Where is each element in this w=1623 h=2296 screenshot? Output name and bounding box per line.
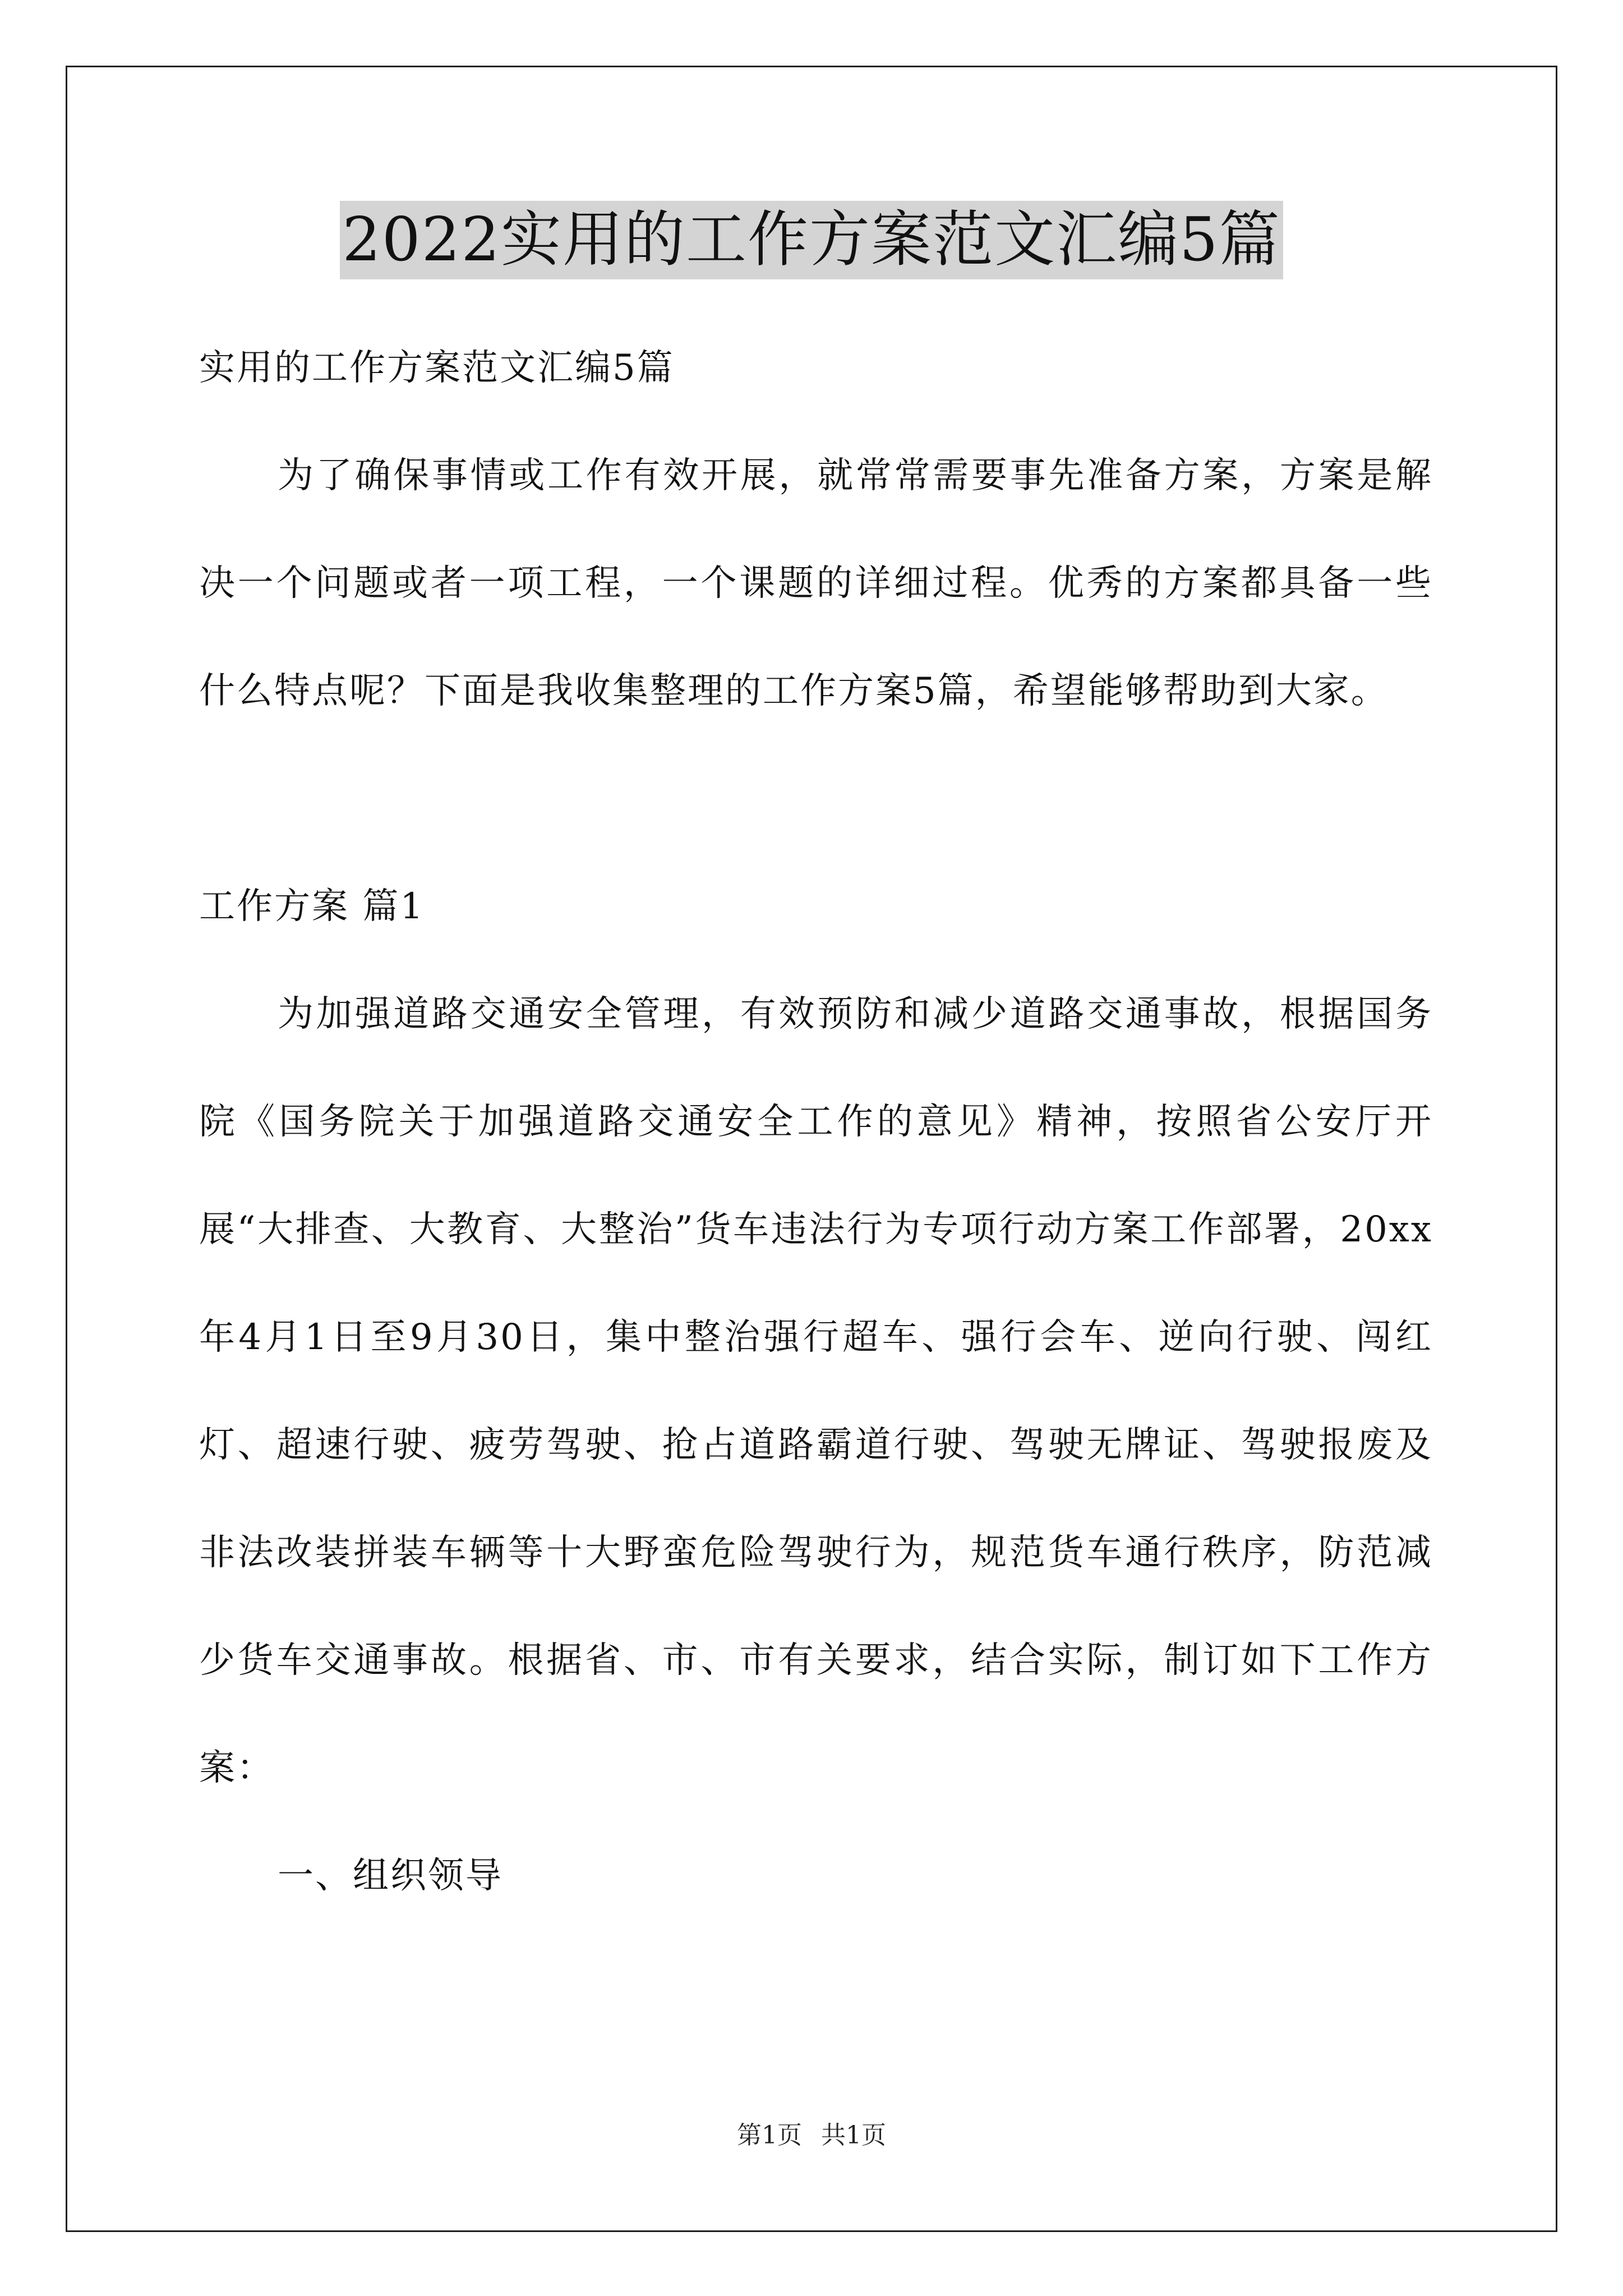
document-title: 2022实用的工作方案范文汇编5篇 [340, 201, 1283, 279]
page-total: 共1页 [821, 2121, 886, 2150]
intro-paragraph: 为了确保事情或工作有效开展，就常常需要事先准备方案，方案是解决一个问题或者一项工程，一个课题的详细过程。优秀的方案都具备一些什么特点呢？下面是我收集整理的工作方案5篇，希望能够帮助到大家。 [199, 455, 1433, 712]
subsection-heading: 一、组织领导 [278, 1855, 503, 1897]
page-footer [0, 2115, 1623, 2151]
title-container [0, 201, 1623, 279]
paragraph-spacer [199, 745, 1433, 853]
page-number: 第1页 [737, 2121, 802, 2150]
subtitle-line: 实用的工作方案范文汇编5篇 [199, 347, 675, 389]
section-paragraph: 为加强道路交通安全管理，有效预防和减少道路交通事故，根据国务院《国务院关于加强道路交通安全工作的意见》精神，按照省公安厅开展“大排查、大教育、大整治”货车违法行为专项行动方案工作部署，20xx年4月1日至9月30日，集中整治强行超车、强行会车、逆向行驶、闯红灯、超速行驶、疲劳驾驶、抢占道路霸道行驶、驾驶无牌证、驾驶报废及非法改装拼装车辆等十大野蛮危险驾驶行为，规范货车通行秩序，防范减少货车交通事故。根据省、市、市有关要求，结合实际，制订如下工作方案： [199, 993, 1433, 1789]
section-heading: 工作方案 篇1 [199, 886, 425, 927]
document-body [199, 314, 1433, 1930]
